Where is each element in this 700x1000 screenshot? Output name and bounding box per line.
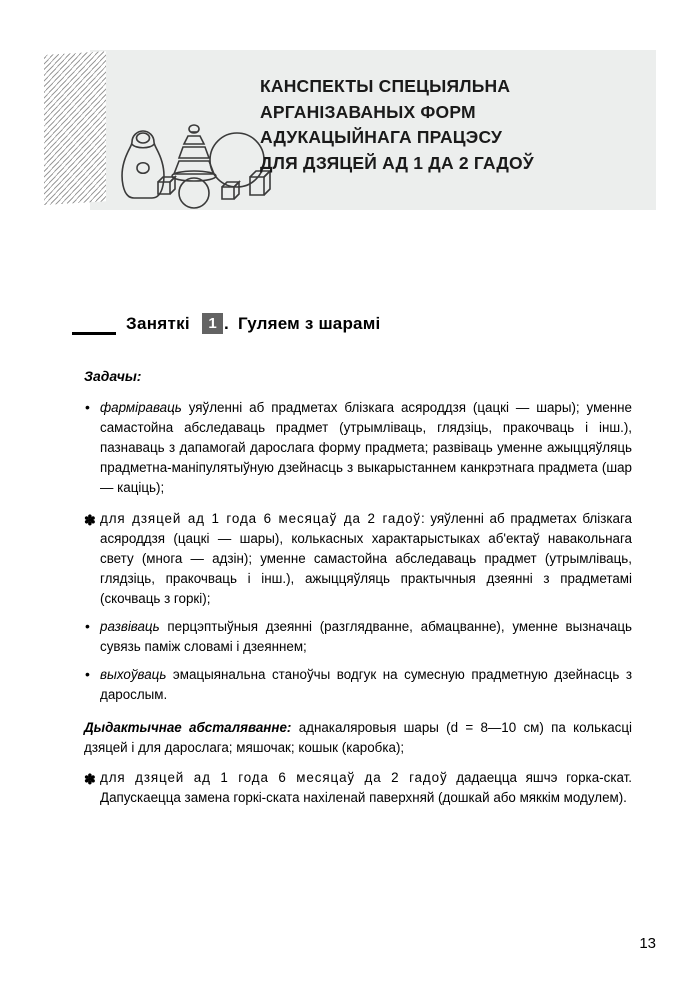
task-bullet-2-text: перцэптыўныя дзеянні (разглядванне, абмацванне), уменне вызначаць сувязь паміж словамі і дзеяннем; bbox=[100, 619, 632, 655]
lesson-heading bbox=[72, 308, 632, 348]
header-banner bbox=[44, 50, 656, 210]
banner-hatch-decoration bbox=[44, 51, 106, 205]
lesson-dot: . bbox=[224, 314, 229, 333]
task-bullet-2-lead: развіваць bbox=[100, 619, 160, 635]
task-bullet-1-text: уяўленні аб прадметах блізкага асяроддзя (цацкі — шары); уменне самастойна абследаваць прадмет (утрымліваць, глядзіць, пракочваць і інш.), пазнаваць з дапамогай дарослага форму прадмета; развіваць уменне ажыццяўляць прадметна-маніпулятыўную дзейнасць з выкарыстаннем канкрэтнага прадмета (шар — каціць); bbox=[100, 400, 632, 496]
equipment-text: аднакаляровыя шары (d = 8—10 см) па колькасці дзяцей і для дарослага; мяшочак; кошык (каробка); bbox=[84, 719, 633, 755]
banner-title-line-3: АДУКАЦЫЙНАГА ПРАЦЭСУ bbox=[260, 127, 503, 148]
lesson-rule-decoration bbox=[72, 332, 116, 335]
page-number: 13 bbox=[639, 935, 656, 952]
toys-illustration bbox=[104, 98, 274, 210]
banner-title-line-4: ДЛЯ ДЗЯЦЕЙ АД 1 ДА 2 ГАДОЎ bbox=[260, 153, 534, 174]
star-note-2-text: дадаецца яшчэ горка-скат. Дапускаецца замена горкі-ската нахіленай паверхняй (дошкай або мяккім модулем). bbox=[100, 769, 632, 805]
lesson-number-badge: 1 bbox=[202, 313, 223, 334]
star-note-1-text: : уяўленні аб прадметах блізкага асяроддзя (цацкі — шары), колькасных характарыстыках аб'ектаў навакольнага свету (многа — адзін); уменне самастойна абследаваць прадмет (утрымліваць, глядзіць, пракочваць і інш.), ажыццяўляць практычныя дзеянні з прадметамі (скочваць з горкі); bbox=[100, 510, 632, 606]
lesson-label: Заняткі bbox=[126, 314, 190, 333]
banner-title bbox=[260, 74, 652, 177]
task-bullet-2 bbox=[84, 617, 632, 657]
tasks-heading: Задачы: bbox=[84, 368, 142, 384]
task-bullet-3-text: эмацыянальна станоўчы водгук на сумесную прадметную дзейнасць з дарослым. bbox=[100, 667, 632, 703]
lesson-body bbox=[84, 366, 632, 816]
task-bullet-3-lead: выхоўваць bbox=[100, 667, 167, 683]
star-note-1 bbox=[84, 509, 632, 610]
equipment-paragraph bbox=[84, 718, 632, 758]
star-note-1-age: для дзяцей ад 1 года 6 месяцаў да 2 гадоў bbox=[100, 510, 421, 526]
task-bullet-1-lead: фарміраваць bbox=[100, 400, 182, 415]
star-note-2-age: для дзяцей ад 1 года 6 месяцаў да 2 гадоў bbox=[100, 769, 448, 785]
task-bullet-1 bbox=[84, 398, 632, 499]
banner-title-line-1: КАНСПЕКТЫ СПЕЦЫЯЛЬНА bbox=[260, 76, 511, 96]
equipment-lead: Дыдактычнае абсталяванне: bbox=[84, 719, 292, 735]
task-bullet-3 bbox=[84, 665, 632, 705]
star-note-2 bbox=[84, 768, 632, 808]
banner-title-line-2: АРГАНІЗАВАНЫХ ФОРМ bbox=[260, 101, 476, 122]
lesson-title: Гуляем з шарамі bbox=[238, 314, 381, 333]
